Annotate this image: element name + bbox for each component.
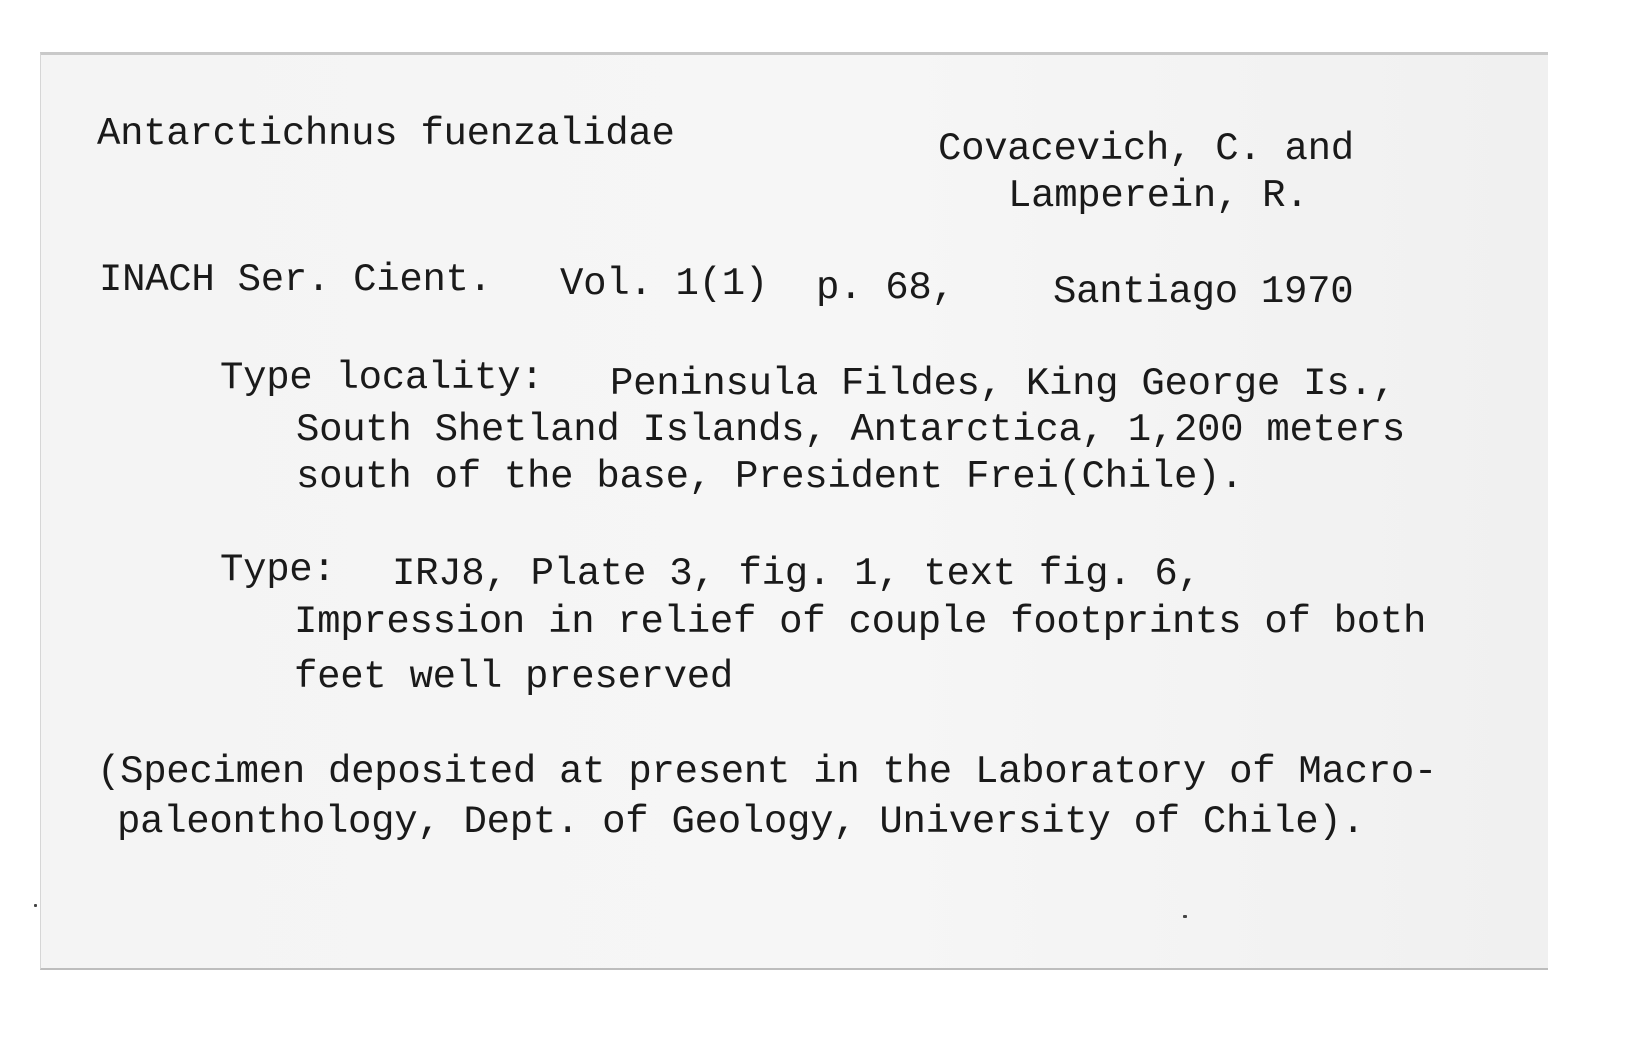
type-locality-label: Type locality: <box>220 356 544 400</box>
type-locality-line-3: south of the base, President Frei(Chile). <box>296 455 1244 499</box>
publication-place-year: Santiago 1970 <box>1053 270 1354 314</box>
authors-line-1: Covacevich, C. and <box>938 127 1354 171</box>
type-line-2: Impression in relief of couple footprints of both <box>294 600 1427 644</box>
publication-page: p. 68, <box>816 266 955 310</box>
paper-speck <box>1183 915 1187 918</box>
publication-volume: Vol. 1(1) <box>560 262 768 306</box>
paper-speck <box>34 904 37 907</box>
species-name: Antarctichnus fuenzalidae <box>97 112 675 156</box>
type-locality-line-1: Peninsula Fildes, King George Is., <box>610 362 1396 406</box>
publication-series: INACH Ser. Cient. <box>99 258 492 302</box>
deposit-line-1: (Specimen deposited at present in the Laboratory of Macro- <box>97 750 1438 794</box>
type-line-3: feet well preserved <box>294 655 733 699</box>
type-line-1: IRJ8, Plate 3, fig. 1, text fig. 6, <box>392 552 1201 596</box>
deposit-line-2: paleonthology, Dept. of Geology, University of Chile). <box>117 800 1365 844</box>
type-locality-line-2: South Shetland Islands, Antarctica, 1,200 meters <box>296 408 1405 452</box>
authors-line-2: Lamperein, R. <box>1008 174 1309 218</box>
type-label: Type: <box>220 548 336 592</box>
